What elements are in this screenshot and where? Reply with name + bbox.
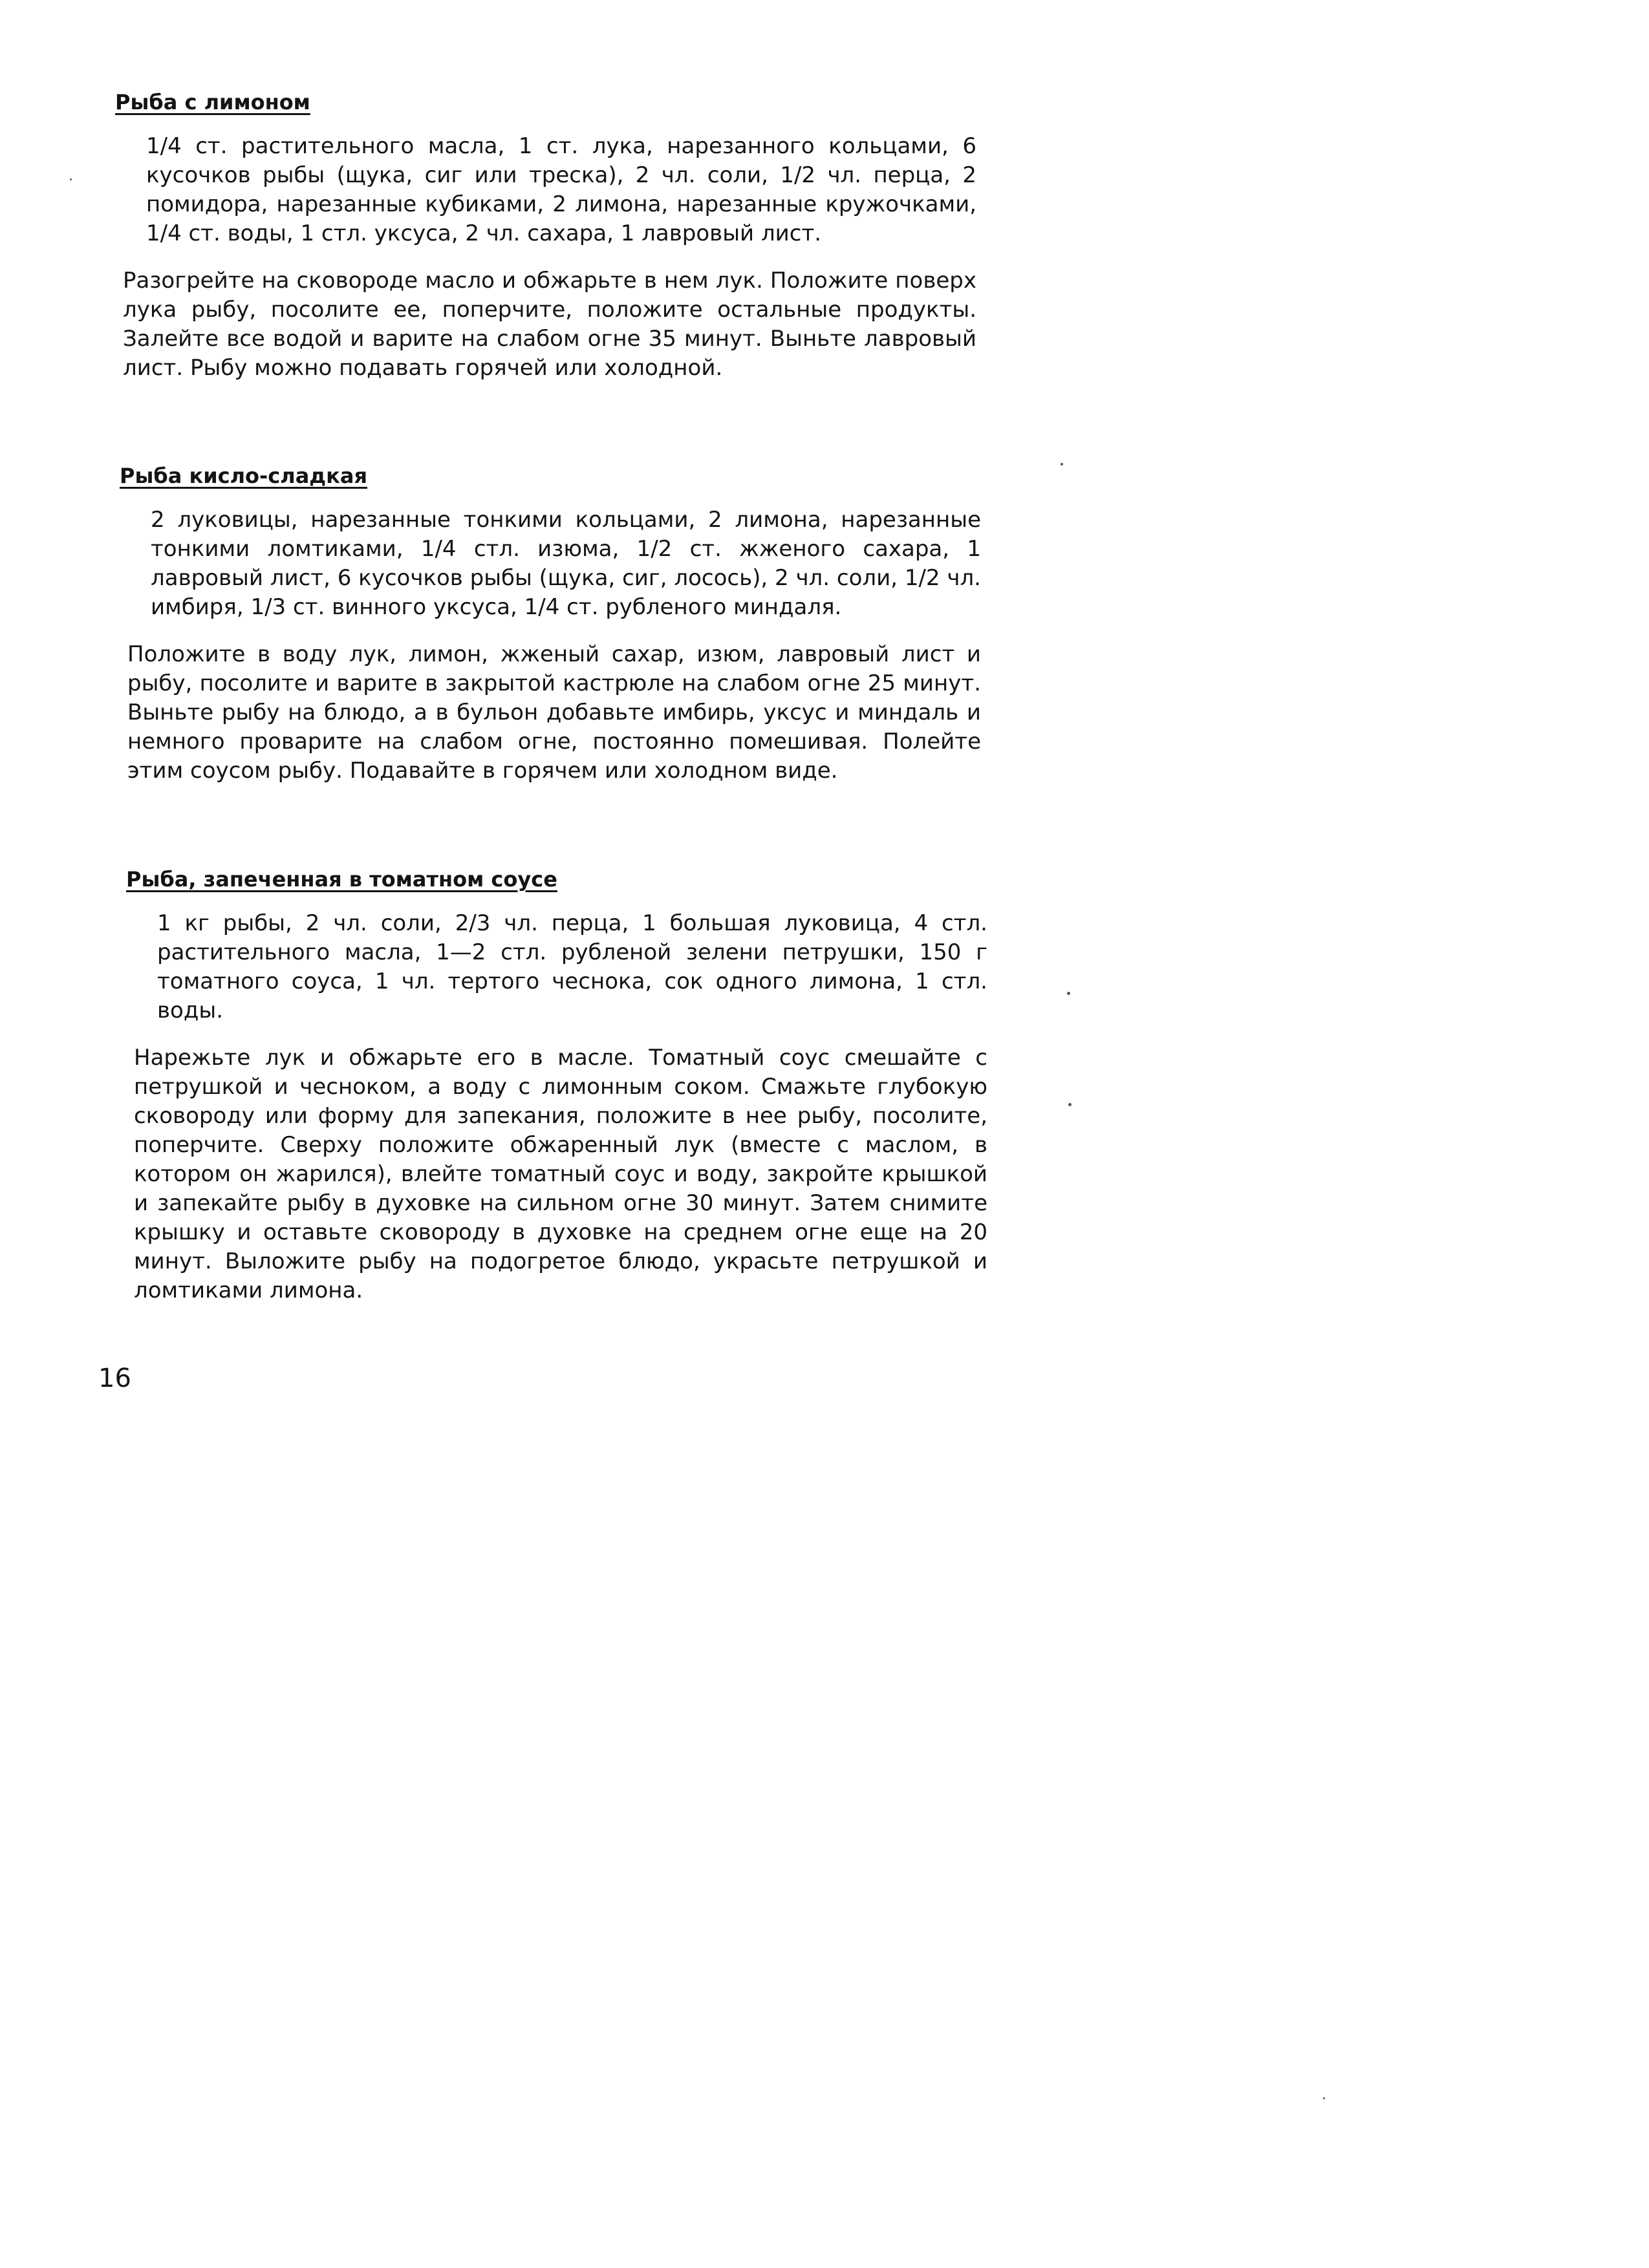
page-number: 16 [98, 1364, 131, 1393]
recipe-title: Рыба с лимоном [115, 90, 310, 114]
recipe-title: Рыба, запеченная в томатном соусе [126, 867, 557, 892]
scan-speck [1061, 463, 1063, 465]
scan-speck [70, 178, 72, 180]
recipe-sweet-sour-fish [120, 463, 986, 786]
scan-speck [1323, 2097, 1325, 2099]
recipe-fish-with-lemon [115, 89, 982, 383]
recipe-method: Нарежьте лук и обжарьте его в масле. Томатный соус смешайте с петрушкой и чесноком, а воду с лимонным соком. Смажьте глубокую сковороду или форму для запекания, положите в нее рыбу, посолите, поперчите. Сверху положите обжаренный лук (вместе с маслом, в котором он жарился), влейте томатный соус и воду, закройте крышкой и запекайте рыбу в духовке на сильном огне 30 минут. Затем снимите крышку и оставьте сковороду в духовке на среднем огне еще на 20 минут. Выложите рыбу на подогретое блюдо, украсьте петрушкой и ломтиками лимона. [134, 1045, 987, 1303]
recipe-method: Положите в воду лук, лимон, жженый сахар, изюм, лавровый лист и рыбу, посолите и варите в закрытой кастрюле на слабом огне 25 минут. Выньте рыбу на блюдо, а в бульон добавьте имбирь, уксус и миндаль и немного проварите на слабом огне, постоянно помешивая. Полейте этим соусом рыбу. Подавайте в горячем или холодном виде. [127, 641, 981, 784]
recipe-baked-fish-tomato-sauce [126, 866, 993, 1305]
recipe-method: Разогрейте на сковороде масло и обжарьте в нем лук. Положите поверх лука рыбу, посолите ее, поперчите, положите остальные продукты. Залейте все водой и варите на слабом огне 35 минут. Выньте лавровый лист. Рыбу можно подавать горячей или холодной. [123, 268, 976, 381]
recipe-title: Рыба кисло-сладкая [120, 464, 367, 488]
recipe-ingredients: 1/4 ст. растительного масла, 1 ст. лука, нарезанного кольцами, 6 кусочков рыбы (щука, сиг или треска), 2 чл. соли, 1/2 чл. перца, 2 помидора, нарезанные кубиками, 2 лимона, нарезанные кружочками, 1/4 ст. воды, 1 стл. уксуса, 2 чл. сахара, 1 лавровый лист. [146, 133, 976, 246]
recipe-ingredients: 1 кг рыбы, 2 чл. соли, 2/3 чл. перца, 1 большая луковица, 4 стл. растительного масла, 1—2 стл. рубленой зелени петрушки, 150 г томатного соуса, 1 чл. тертого чеснока, сок одного лимона, 1 стл. воды. [157, 910, 987, 1023]
recipe-ingredients: 2 луковицы, нарезанные тонкими кольцами, 2 лимона, нарезанные тонкими ломтиками, 1/4 стл. изюма, 1/2 ст. жженого сахара, 1 лавровый лист, 6 кусочков рыбы (щука, сиг, лосось), 2 чл. соли, 1/2 чл. имбиря, 1/3 ст. винного уксуса, 1/4 ст. рубленого миндаля. [151, 507, 981, 620]
scan-speck [1068, 1103, 1072, 1106]
scan-speck [1067, 992, 1070, 995]
